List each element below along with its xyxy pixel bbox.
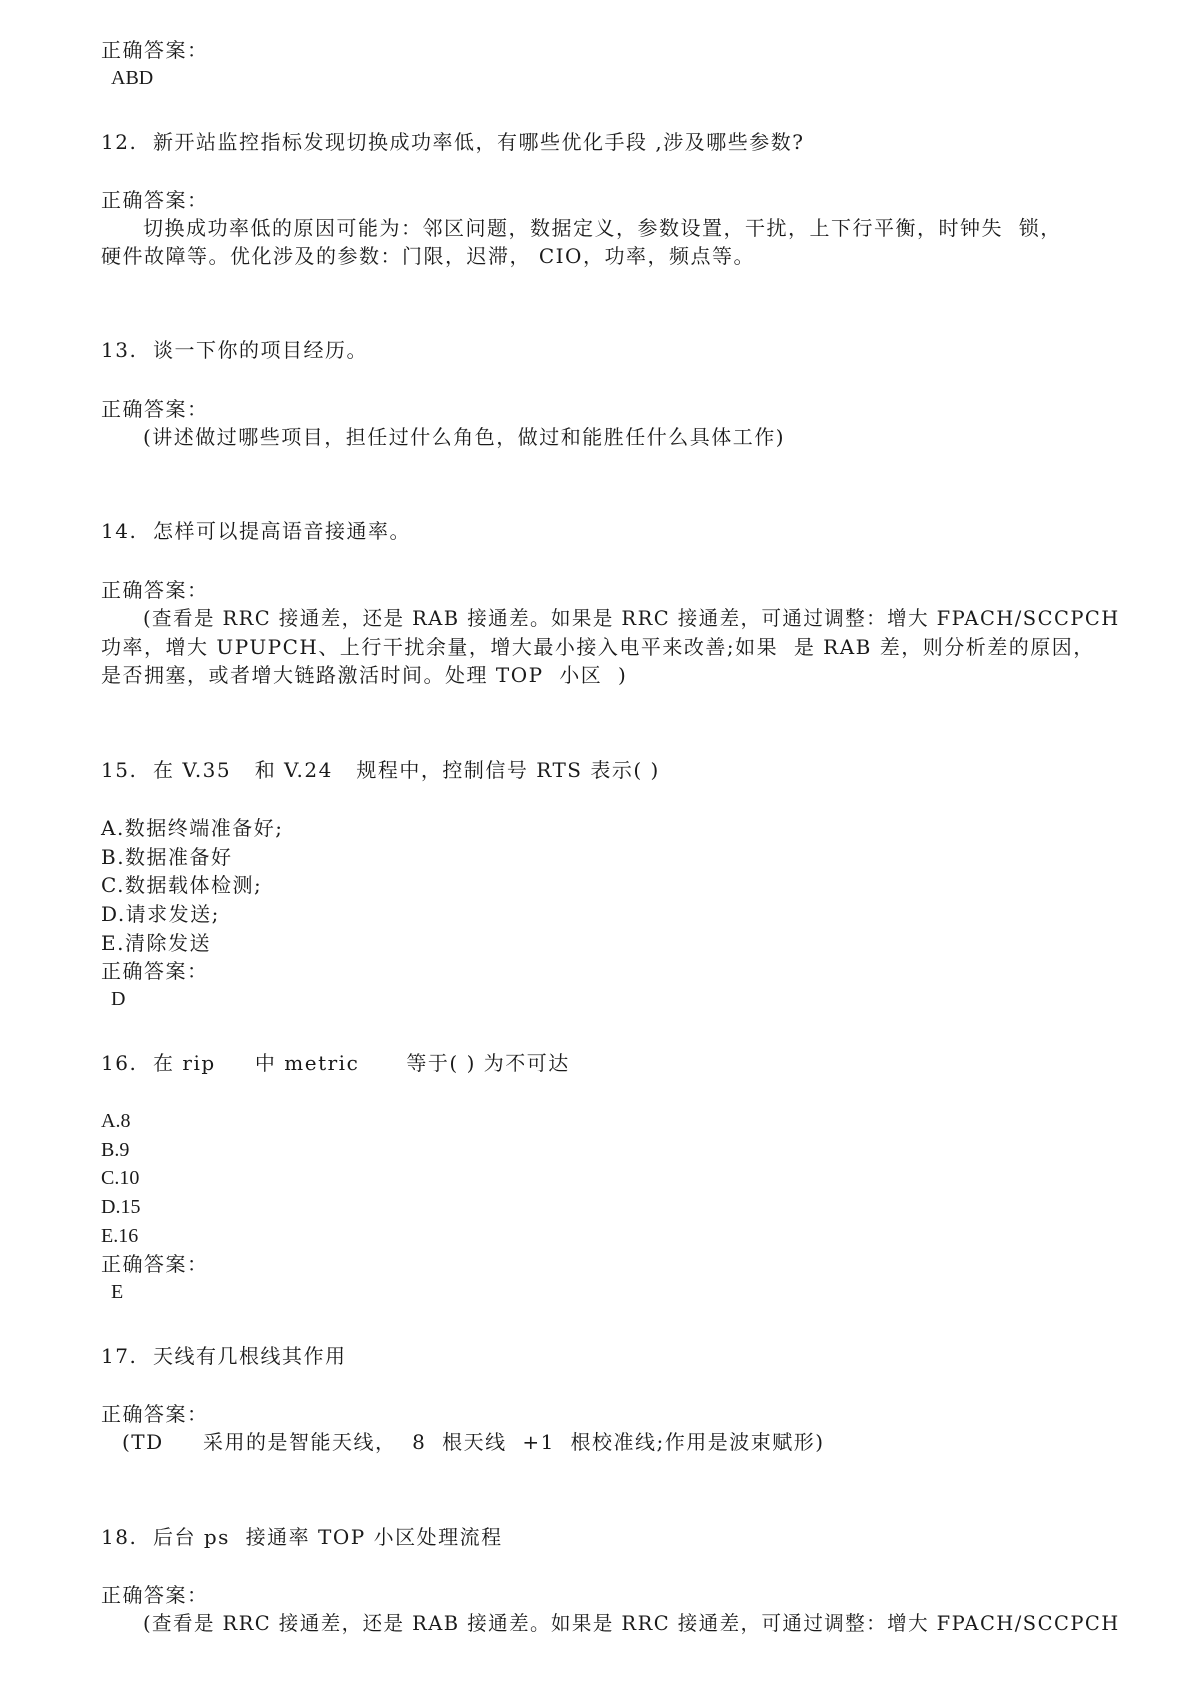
question-14: 14. 怎样可以提高语音接通率。 — [101, 519, 412, 543]
option-b: B.9 — [101, 1139, 130, 1161]
answer-label: 正确答案： — [101, 397, 209, 421]
option-c: C.10 — [101, 1167, 140, 1189]
answer-label: 正确答案： — [101, 38, 209, 62]
answer-text: 切换成功率低的原因可能为：邻区问题，数据定义，参数设置，干扰，上下行平衡，时钟失 锁， — [143, 216, 1062, 240]
option-e: E.16 — [101, 1225, 139, 1247]
option-d: D.15 — [101, 1196, 141, 1218]
answer-text: (查看是 RRC 接通差，还是 RAB 接通差。如果是 RRC 接通差，可通过调整：增大 FPACH/SCCPCH — [143, 1611, 1120, 1635]
answer-text: (TD 采用的是智能天线， 8 根天线 +1 根校准线;作用是波束赋形) — [122, 1430, 825, 1454]
option-b: B.数据准备好 — [101, 845, 233, 869]
answer-label: 正确答案： — [101, 1252, 209, 1276]
option-a: A.数据终端准备好; — [101, 816, 284, 840]
answer-label: 正确答案： — [101, 1583, 209, 1607]
question-16: 16. 在 rip 中 metric 等于( ) 为不可达 — [101, 1051, 570, 1075]
answer-label: 正确答案： — [101, 188, 209, 212]
answer-text: 硬件故障等。优化涉及的参数：门限，迟滞， CIO，功率，频点等。 — [101, 244, 755, 268]
option-d: D.请求发送; — [101, 902, 220, 926]
question-12: 12. 新开站监控指标发现切换成功率低，有哪些优化手段 ,涉及哪些参数? — [101, 130, 805, 154]
answer-label: 正确答案： — [101, 578, 209, 602]
answer-label: 正确答案： — [101, 1402, 209, 1426]
answer-text: 功率，增大 UPUPCH、上行干扰余量，增大最小接入电平来改善;如果 是 RAB 差，则分析差的原因， — [101, 635, 1095, 659]
answer-text: ABD — [111, 67, 154, 89]
question-13: 13. 谈一下你的项目经历。 — [101, 338, 369, 362]
option-a: A.8 — [101, 1110, 131, 1132]
answer-text: (查看是 RRC 接通差，还是 RAB 接通差。如果是 RRC 接通差，可通过调整：增大 FPACH/SCCPCH — [143, 606, 1120, 630]
answer-text: E — [111, 1281, 124, 1303]
answer-label: 正确答案： — [101, 959, 209, 983]
question-18: 18. 后台 ps 接通率 TOP 小区处理流程 — [101, 1525, 503, 1549]
question-15: 15. 在 V.35 和 V.24 规程中，控制信号 RTS 表示( ) — [101, 758, 660, 782]
question-17: 17. 天线有几根线其作用 — [101, 1344, 347, 1368]
answer-text: 是否拥塞，或者增大链路激活时间。处理 TOP 小区 ) — [101, 663, 628, 687]
answer-text: (讲述做过哪些项目，担任过什么角色，做过和能胜任什么具体工作) — [143, 425, 786, 449]
option-c: C.数据载体检测; — [101, 873, 263, 897]
answer-text: D — [111, 988, 126, 1010]
option-e: E.清除发送 — [101, 931, 211, 955]
